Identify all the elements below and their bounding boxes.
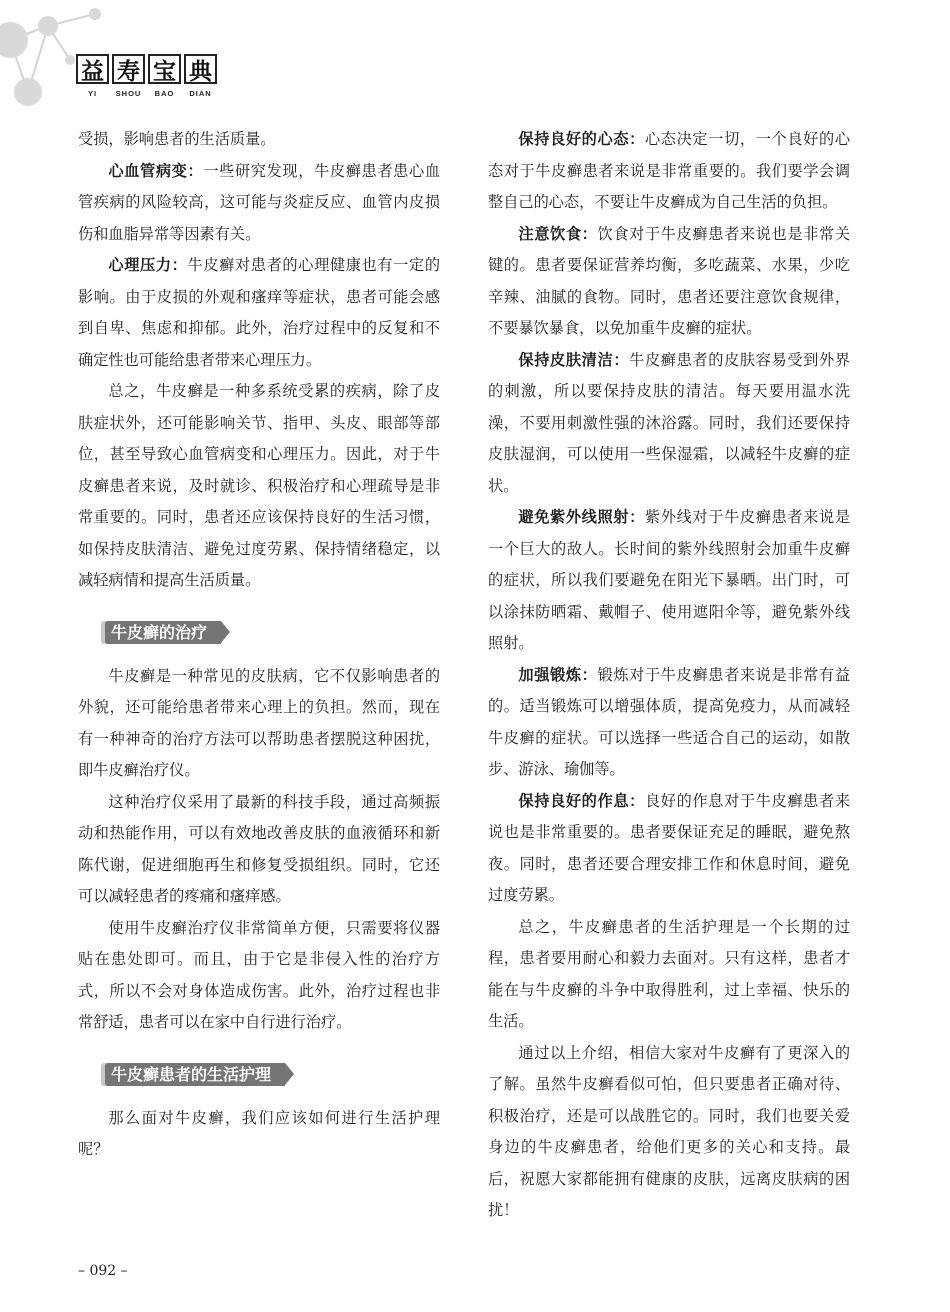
paragraph-lead: 加强锻炼：: [518, 665, 598, 684]
paragraph: [78, 156, 440, 251]
logo-pinyin: DIAN: [189, 89, 212, 98]
logo-char: 益: [76, 54, 109, 84]
paragraph: 牛皮癣是一种常见的皮肤病，它不仅影响患者的外貌，还可能给患者带来心理上的负担。然而，现在有一种神奇的治疗方法可以帮助患者摆脱这种困扰，即牛皮癣治疗仪。: [78, 666, 440, 779]
logo-char: 宝: [148, 54, 181, 84]
paragraph: [488, 124, 850, 219]
section-heading-life-care: 牛皮癣患者的生活护理: [105, 1063, 285, 1086]
paragraph-lead: 避免紫外线照射：: [518, 508, 645, 526]
paragraph-lead: 保持良好的心态：: [518, 130, 645, 148]
paragraph: [488, 660, 850, 786]
paragraph-body: 心态决定一切，一个良好的心态对于牛皮癣患者来说是非常重要的。我们要学会调整自己的心态，不要让牛皮癣成为自己生活的负担。: [488, 130, 851, 211]
logo-pinyin: SHOU: [115, 89, 142, 98]
paragraph-body: 牛皮癣患者的皮肤容易受到外界的刺激，所以要保持皮肤的清洁。每天要用温水洗澡，不要用刺激性强的沐浴露。同时，我们还要保持皮肤湿润，可以使用一些保湿霜，以减轻牛皮癣的症状。: [488, 350, 851, 495]
magazine-logo: [76, 54, 222, 98]
logo-char: 寿: [112, 54, 145, 84]
paragraph: [488, 786, 850, 912]
left-column: [78, 124, 440, 1166]
section-heading-wrap: [78, 618, 440, 642]
right-column: [488, 124, 850, 1227]
paragraph-body: 紫外线对于牛皮癣患者来说是一个巨大的敌人。长时间的紫外线照射会加重牛皮癣的症状，所以我们要避免在阳光下暴晒。出门时，可以涂抹防晒霜、戴帽子、使用遮阳伞等，避免紫外线照射。: [488, 508, 851, 652]
paragraph-lead: 心理压力：: [108, 256, 188, 274]
paragraph: 总之，牛皮癣是一种多系统受累的疾病，除了皮肤症状外，还可能影响关节、指甲、头皮、眼部等部位，甚至导致心血管病变和心理压力。因此，对于牛皮癣患者来说，及时就诊、积极治疗和心理疏导是非常重要的。同时，患者还应该保持良好的生活习惯，如保持皮肤清洁、避免过度劳累、保持情绪稳定，以减轻病情和提高生活质量。: [78, 382, 440, 589]
logo-char: 典: [184, 54, 217, 84]
paragraph: [78, 250, 440, 376]
paragraph-lead: 保持良好的作息：: [518, 791, 645, 810]
paragraph: 通过以上介绍，相信大家对牛皮癣有了更深入的了解。虽然牛皮癣看似可怕，但只要患者正确对待、积极治疗，还是可以战胜它的。同时，我们也要关爱身边的牛皮癣患者，给他们更多的关心和支持。最后，祝愿大家都能拥有健康的皮肤，远离皮肤病的困扰！: [488, 1043, 850, 1219]
paragraph-lead: 注意饮食：: [518, 224, 598, 243]
paragraph-body: 良好的作息对于牛皮癣患者来说也是非常重要的。患者要保证充足的睡眠，避免熬夜。同时，患者还要合理安排工作和休息时间，避免过度劳累。: [488, 791, 851, 904]
paragraph-body: 牛皮癣对患者的心理健康也有一定的影响。由于皮损的外观和瘙痒等症状，患者可能会感到自卑、焦虑和抑郁。此外，治疗过程中的反复和不确定性也可能给患者带来心理压力。: [78, 256, 441, 369]
paragraph-body: 锻炼对于牛皮癣患者来说是非常有益的。适当锻炼可以增强体质，提高免疫力，从而减轻牛皮癣的症状。可以选择一些适合自己的运动，如散步、游泳、瑜伽等。: [488, 665, 851, 778]
paragraph-body: 饮食对于牛皮癣患者来说也是非常关键的。患者要保证营养均衡，多吃蔬菜、水果，少吃辛辣、油腻的食物。同时，患者还要注意饮食规律，不要暴饮暴食，以免加重牛皮癣的症状。: [488, 224, 851, 337]
logo-pinyin: YI: [87, 89, 98, 98]
page-number: – 092 –: [78, 1263, 128, 1279]
paragraph: [488, 502, 850, 660]
paragraph: 受损，影响患者的生活质量。: [78, 130, 276, 148]
paragraph-lead: 心血管病变：: [108, 161, 204, 180]
paragraph-lead: 保持皮肤清洁：: [518, 350, 630, 369]
paragraph: [488, 345, 850, 503]
section-heading-wrap: [78, 1060, 440, 1084]
paragraph: 那么面对牛皮癣，我们应该如何进行生活护理呢？: [78, 1108, 440, 1158]
paragraph: [488, 219, 850, 345]
paragraph: 这种治疗仪采用了最新的科技手段，通过高频振动和热能作用，可以有效地改善皮肤的血液循环和新陈代谢，促进细胞再生和修复受损组织。同时，它还可以减轻患者的疼痛和瘙痒感。: [78, 792, 440, 905]
paragraph-body: 一些研究发现，牛皮癣患者患心血管疾病的风险较高，这可能与炎症反应、血管内皮损伤和血脂异常等因素有关。: [78, 161, 441, 243]
section-heading-treatment: 牛皮癣的治疗: [105, 621, 221, 644]
logo-pinyin: BAO: [154, 89, 175, 98]
paragraph: 使用牛皮癣治疗仪非常简单方便，只需要将仪器贴在患处即可。而且，由于它是非侵入性的治疗方式，所以不会对身体造成伤害。此外，治疗过程也非常舒适，患者可以在家中自行进行治疗。: [78, 918, 440, 1031]
paragraph: 总之，牛皮癣患者的生活护理是一个长期的过程，患者要用耐心和毅力去面对。只有这样，患者才能在与牛皮癣的斗争中取得胜利，过上幸福、快乐的生活。: [488, 917, 850, 1030]
